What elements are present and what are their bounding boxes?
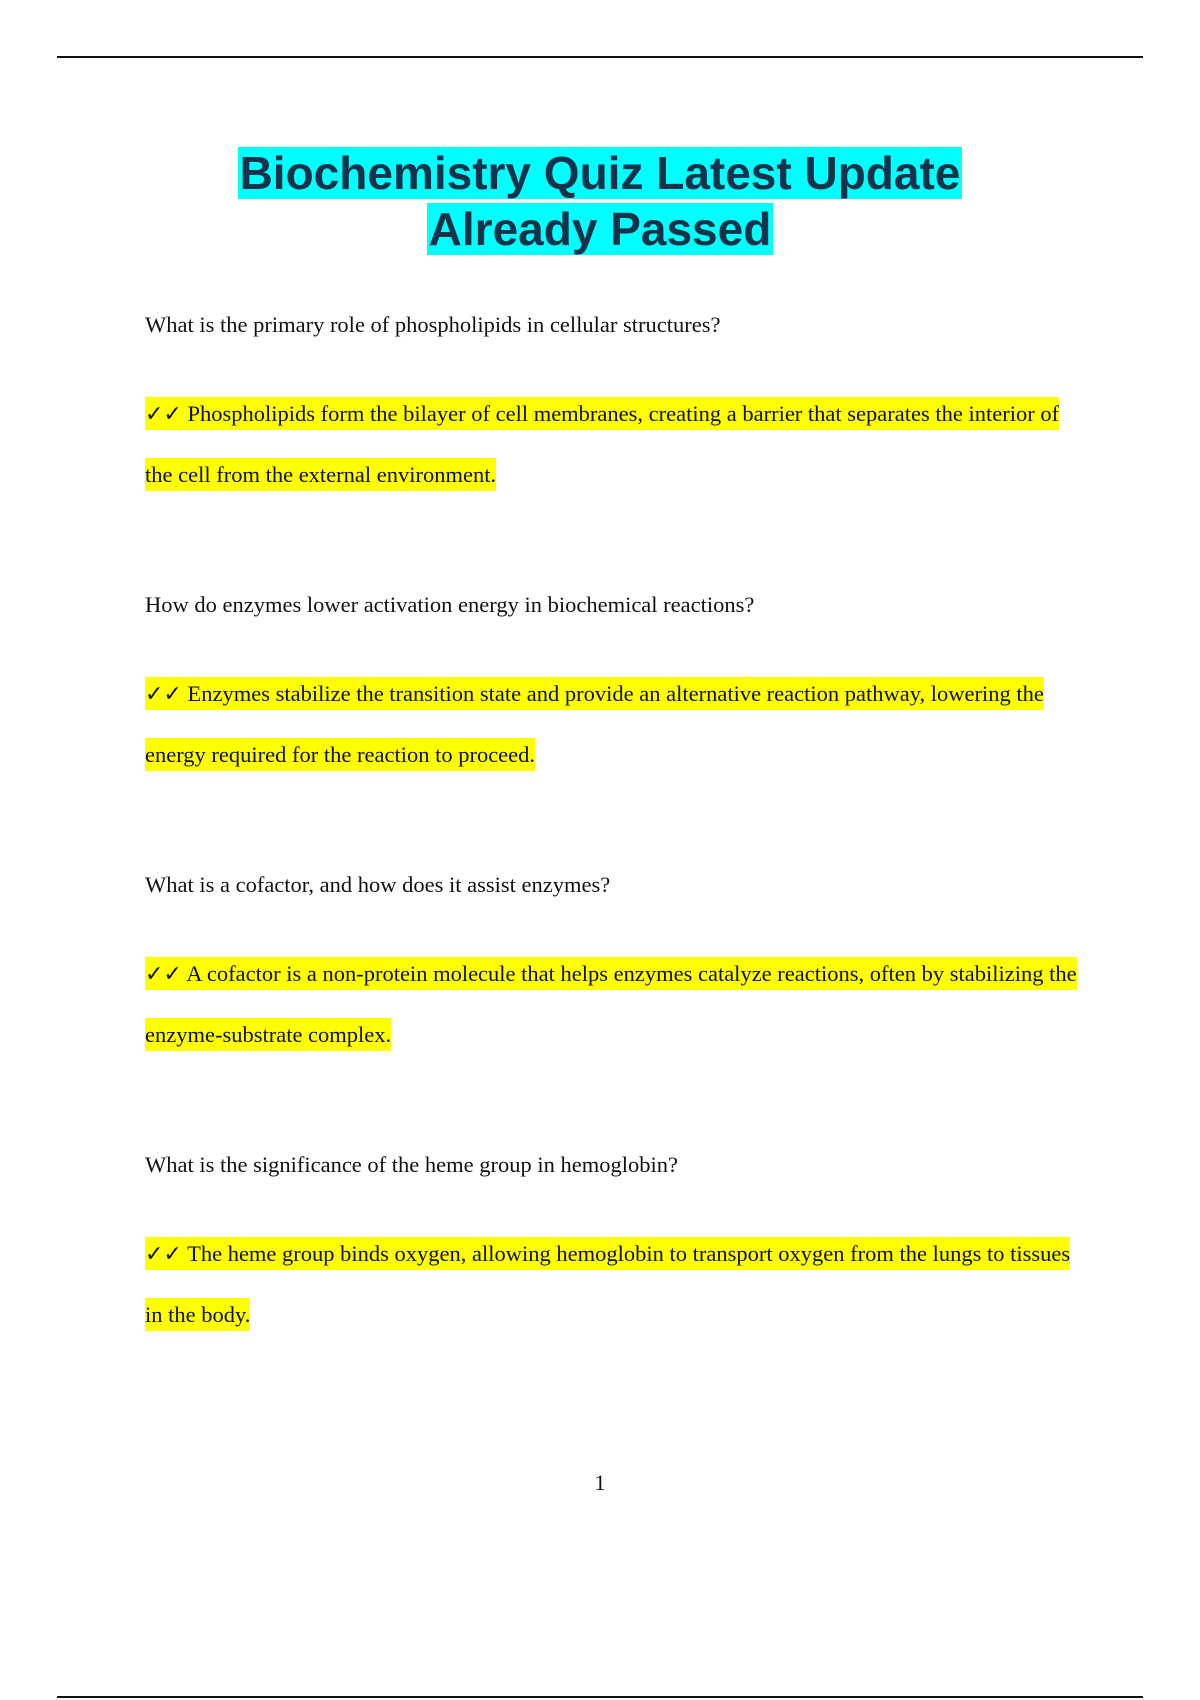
page-number: 1: [594, 1470, 606, 1495]
answer-block: [145, 384, 1085, 505]
top-rule: [57, 56, 1143, 58]
question-text: What is a cofactor, and how does it assist enzymes?: [145, 872, 611, 897]
quiz-item: [145, 1150, 1085, 1345]
title-line-2: Already Passed: [428, 203, 772, 255]
check-mark-icon: ✓✓: [145, 1242, 182, 1267]
title-line-1: Biochemistry Quiz Latest Update: [239, 147, 961, 199]
question-text: What is the primary role of phospholipids in cellular structures?: [145, 312, 721, 337]
quiz-item: [145, 310, 1085, 505]
question-text: What is the significance of the heme group in hemoglobin?: [145, 1152, 678, 1177]
check-mark-icon: ✓✓: [145, 962, 182, 987]
question-text: How do enzymes lower activation energy in biochemical reactions?: [145, 592, 755, 617]
answer-text: A cofactor is a non-protein molecule that helps enzymes catalyze reactions, often by stabilizing the enzyme-substrate complex.: [145, 961, 1077, 1047]
answer-highlight: [145, 677, 1044, 771]
answer-block: [145, 1224, 1085, 1345]
answer-text: Enzymes stabilize the transition state and provide an alternative reaction pathway, lowering the energy required for the reaction to proceed.: [145, 681, 1044, 767]
answer-highlight: [145, 1237, 1070, 1331]
bottom-rule: [57, 1696, 1143, 1698]
answer-highlight: [145, 397, 1059, 491]
answer-highlight: [145, 957, 1077, 1051]
check-mark-icon: ✓✓: [145, 682, 182, 707]
check-mark-icon: ✓✓: [145, 402, 182, 427]
quiz-item: [145, 870, 1085, 1065]
page-title: [0, 145, 1200, 257]
answer-text: The heme group binds oxygen, allowing hemoglobin to transport oxygen from the lungs to tissues in the body.: [145, 1241, 1071, 1327]
answer-block: [145, 944, 1085, 1065]
answer-text: Phospholipids form the bilayer of cell membranes, creating a barrier that separates the interior of the cell from the external environment.: [145, 401, 1060, 487]
answer-block: [145, 664, 1085, 785]
quiz-item: [145, 590, 1085, 785]
